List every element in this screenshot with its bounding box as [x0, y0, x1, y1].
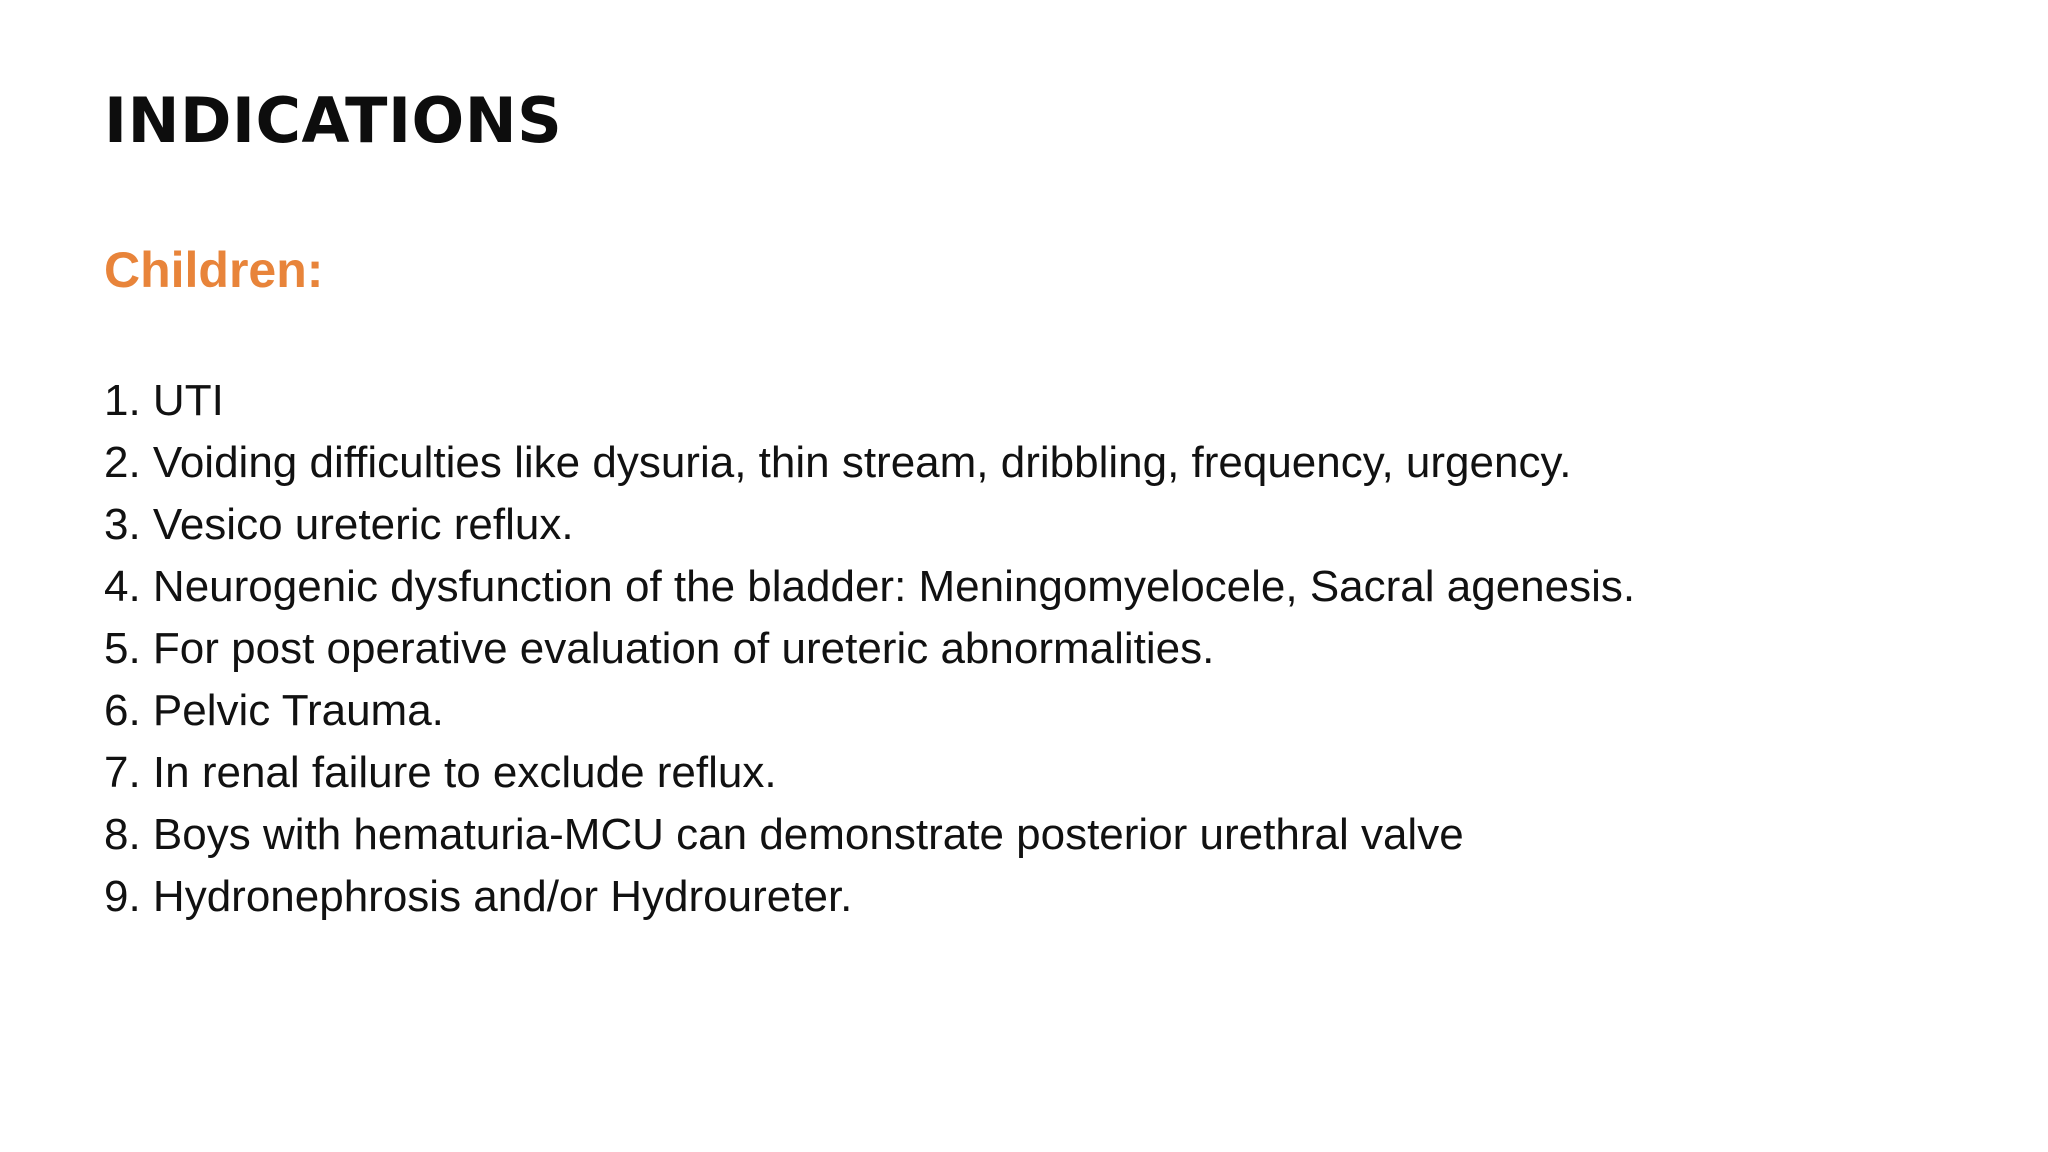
list-item: 2. Voiding difficulties like dysuria, thin stream, dribbling, frequency, urgency.	[104, 438, 1572, 487]
slide-title: INDICATIONS	[104, 84, 563, 157]
children-subheading: Children:	[104, 242, 324, 298]
list-item: 4. Neurogenic dysfunction of the bladder: Meningomyelocele, Sacral agenesis.	[104, 562, 1636, 611]
indication-list	[104, 370, 1635, 928]
list-item: 6. Pelvic Trauma.	[104, 686, 444, 735]
list-item: 8. Boys with hematuria-MCU can demonstrate posterior urethral valve	[104, 810, 1464, 859]
list-item: 5. For post operative evaluation of ureteric abnormalities.	[104, 624, 1215, 673]
list-item: 1. UTI	[104, 376, 224, 425]
list-item: 7. In renal failure to exclude reflux.	[104, 748, 777, 797]
list-item: 3. Vesico ureteric reflux.	[104, 500, 574, 549]
list-item: 9. Hydronephrosis and/or Hydroureter.	[104, 872, 853, 921]
